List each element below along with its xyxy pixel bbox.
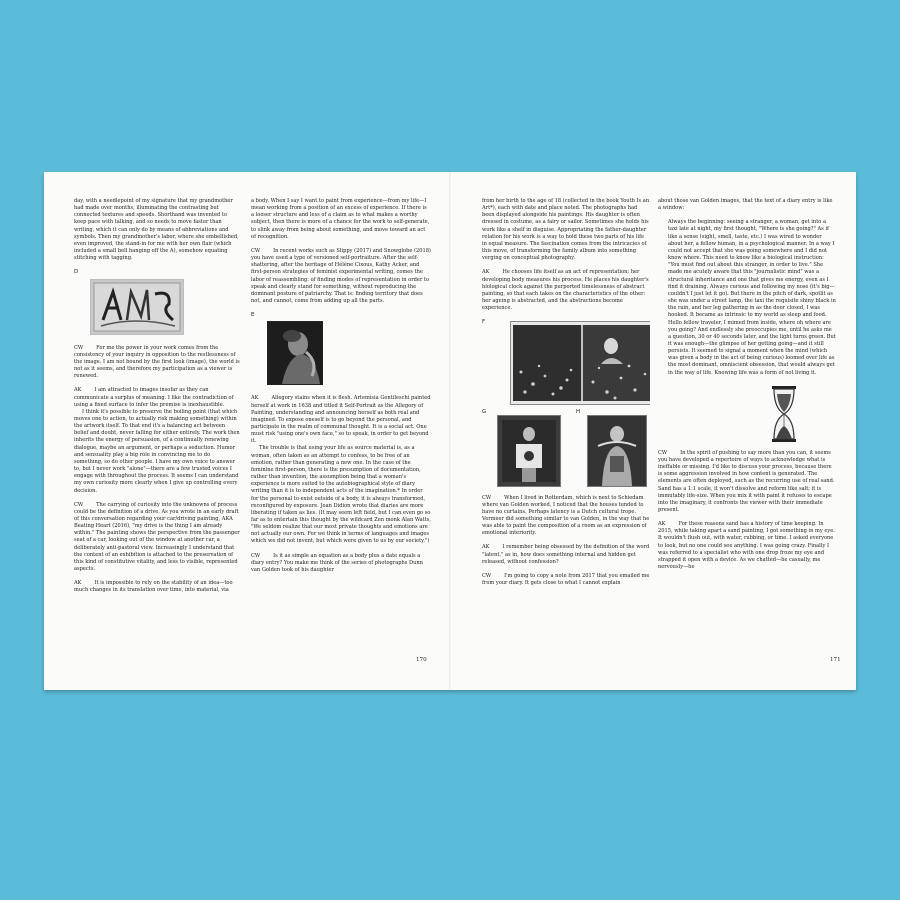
open-photobook-image: [511, 322, 650, 404]
right-page-column-2: [658, 198, 836, 676]
paragraph: day, with a needlepoint of my signature that my grandmother had made over months, illuminating the contrasting but connected textures and speeds. Shorthand was invented to keep pace with talking, and so needs to move faster than writing, which it can only do by means of abbreviations and symbols. Then my grandmother's labor, where she embellished, even improved, the stand-in for me with her own flair (which included a small bell hanging off the A), somehow equating stitching with tagging.: [74, 198, 239, 262]
paragraph: I remember being obsessed by the definition of the word "latent," as in, how does something internal and hidden get released, without confession?: [482, 544, 650, 565]
paragraph: For me the power in your work comes from the consistency of your inquiry in opposition to the restlessness of the image. I am not bound by the first look (image), the world is not as it seems, and therefore my participation as a viewer is renewed.: [74, 344, 240, 380]
speaker-label: AK: [482, 544, 490, 551]
right-page-column-1: [482, 198, 650, 676]
figures-g-h-row: [482, 408, 650, 495]
speaker-label: CW: [658, 449, 668, 456]
paragraph: When I lived in Rotterdam, which is next to Schiedam where van Golden worked, I noticed that the houses tended to have no curtains. Perhaps latency is a Dutch cultural trope. Vermeer did something similar to van Golden, in the way that he was able to paint the composition of a room as an expression of emotional interiority.: [482, 494, 650, 537]
paragraph: In the spirit of pushing to say more than you can, it seems you have developed a repertoire of ways to acknowledge what is ineffable or missing. I'd like to discuss your process, because there is some aggression involved in how content is generated. The elements are often deployed, such as the recurring use of real sand. Sand has a 1:1 scale, it won't dissolve and reform like salt; it is immutably life-size. When you mix it with paint it refuses to escape into the imaginary, it confronts the viewer with their immediate present.: [658, 449, 835, 513]
figure-f-image: [510, 321, 650, 405]
figure-g-image: [497, 415, 561, 487]
page-number-left: 170: [416, 657, 427, 663]
figure-e-image: [267, 321, 323, 385]
speaker-label: AK: [482, 269, 490, 276]
speaker-label: CW: [74, 501, 84, 508]
paragraph: I think it's possible to preserve the boiling point (that which moves one to action, to actually risk making something) within the artwork itself. To that end it's a balancing act between belief and doubt, never falling for either entirely. The work then inherits the energy of persuasion, of a continually renewing dialogue, maybe an argument, or perhaps a seduction. Humor and sensuality play a big role in convincing me to do something, so do other people. I have my own voice to answer to, but I never work "alone"—there are a few trusted voices I engage with throughout the process. It seems I can understand my own curiosity more clearly when I give up controlling every decision.: [74, 408, 240, 494]
page-number-right: 171: [830, 657, 841, 663]
book-spread: [44, 172, 856, 690]
girl-with-painting-photo: [498, 416, 560, 486]
paragraph: In recent works such as Slippy (2017) and Snowglobe (2018) you have used a type of versioned self-portraiture. After the self-shattering, after the heritage of Hélène Cixous, Kathy Acker, and first-person strategies of feminist experimental writing, comes the labor of reassembling: of finding modes of representation in order to speak and clearly stand for something, without reproducing the dominant posture of patriarchy. That is: finding territory that does not, and cannot, come from adding up all the parts.: [251, 247, 431, 305]
hourglass-figure: [658, 384, 836, 450]
paragraph: He chooses life itself as an act of representation; her developing body measures his process. He places his daughter's biological clock against the purported timelessness of abstract painting, so that each takes on the characteristics of the other: her ageing is abstracted, and the abstractions become experience.: [482, 269, 649, 312]
figure-label-d: D: [74, 269, 79, 276]
paragraph: I'm going to copy a note from 2017 that you emailed me from your diary. It gets close to what I cannot explain: [482, 572, 650, 587]
paragraph: Allegory stains when it is flesh. Artemisia Gentileschi painted herself at work in 1638 and titled it Self-Portrait as the Allegory of Painting, understanding and announcing herself as both real and imagined. To expose oneself is to go beyond the personal, and participate in the realm of communal thought. It is a social act. One must risk "using one's own face," so to speak, in order to get beyond it.: [251, 395, 431, 445]
paragraph: I am attracted to images insofar as they can communicate a surplus of meaning. I like the contradiction of using a fixed surface to infer the premise is inexhaustible.: [74, 387, 234, 408]
block-quote: Always the beginning: seeing a stranger, a woman, get into a taxi late at night, my first thought, "Where is she going?" As if like a sense (sight, smell, taste, etc.) I was wired to wonder about her, a fellow human, in a psychological manner. In a way I could not accept that she was going somewhere and I did not know where. This need to know like a biological instruction: "You must find out about this stranger, in order to live." She made me acutely aware that this "journalistic mind" was a structural inheritance and one that gives me energy, even as I find it draining. Always curious and following my nose (it's big—couldn't I just let it go). But there in the pitch of dark, spotlit as she was under a street lamp, the taxi the requisite shiny black in the rain, and her leg gathering in as the door closed, I was hooked. It became as intrinsic to my world as sleep and food. Hello fellow traveler, I mimed from inside, where oh where are you going? And endlessly she preoccupies me, until he asks me a question, 30 or 40 seconds later, and the light turns green. But it was enough—the glimpse of her getting going—and it still persists. It seemed to signal a moment when the mind (which was given a body in the act of being curious) loomed over life as the most dominant, omniscient obsession, that would always get in the way of life. Knowing life was a form of not living it.: [668, 219, 836, 376]
speaker-label: CW: [482, 494, 492, 501]
figure-label-g: G: [482, 408, 487, 415]
hourglass-icon: [764, 384, 804, 444]
speaker-label: CW: [74, 344, 84, 351]
paragraph: from her birth to the age of 18 (collected in the book Youth Is an Art*), each with date and place noted. The photographs had been displayed alongside his paintings. His daughter is often dressed in costume, as a fairy or sailor. Sometimes she holds his work like a shelf in disguise. Appropriating the father-daughter relation for his work is a way to hold these two parts of his life in equal measure. The fascination comes from the intricacies of this move, of transforming the family album into something verging on conceptual photography.: [482, 198, 650, 262]
paragraph: Is it as simple an equation as a body plus a date equals a diary entry? You make me think of the series of photographs Dunn van Golden took of his daughter: [251, 552, 423, 573]
paragraph: It is impossible to rely on the stability of an idea—too much changes in its translation over time, into material, via: [74, 580, 233, 594]
speaker-label: CW: [251, 247, 261, 254]
paragraph: about those van Golden images, that the text of a diary entry is like a window:: [658, 198, 833, 212]
graffiti-painting-image: [91, 280, 183, 334]
figure-label-f: F: [482, 319, 486, 326]
speaker-label: AK: [658, 521, 666, 528]
figure-d-image: [90, 279, 184, 335]
left-page-column-2: [251, 198, 431, 676]
speaker-label: CW: [251, 552, 261, 559]
speaker-label: AK: [251, 395, 259, 402]
speaker-label: AK: [74, 387, 82, 394]
figure-label-h: H: [576, 408, 581, 415]
page-gutter: [449, 172, 451, 690]
figure-h-image: [587, 415, 647, 487]
paragraph: For these reasons sand has a history of time keeping. In 2015, while taking apart a sand painting, I got something in my eye. It wouldn't flush out, with water, rubbing, or time. I asked everyone to look, but no one could see anything. I was going crazy. Finally I was referred to a specialist who with one drop froze my eye and strapped it open with a device. As we chatted—he casually, me nervously—he: [658, 521, 835, 571]
speaker-label: AK: [74, 580, 82, 587]
girl-in-costume-photo: [588, 416, 646, 486]
paragraph: The trouble is that using your life as source material is, as a woman, often taken as an attempt to confess, to be free of an emotion, rather than generating a new one. In the case of the feminine first-person, there is the presumption of documentation, rather than invention, the assumption being that a woman's experience is more suited to the autobiographical style of diary writing than it is to independent acts of the imagination.* In order for the personal to exist outside of a body, it is always transformed, reconfigured by exposure. Joan Didion wrote that diaries are more liberating if taken as lies. (It may seem left field, but I can even go so far as to entertain this thought by the wildcard Zen monk Alan Watts, "We seldom realize that our most private thoughts and emotions are not actually our own. For we think in terms of languages and images which we did not invent, but which were given to us by our society."): [251, 445, 431, 545]
figure-label-e: E: [251, 312, 255, 319]
left-page-column-1: [74, 198, 240, 676]
speaker-label: CW: [482, 572, 492, 579]
paragraph: The carrying of curiosity into the unknowns of process could be the definition of a drive. As you wrote in an early draft of this conversation regarding your car/driving painting, AKA Beating Heart (2016), "my drive is the thing I am already within." The painting shows the perspective from the passenger seat of a car, looking out of the window at another car, a deliberately anti-pastoral view. Increasingly I understand that the content of an exhibition is attached to the preservation of this kind of constitutive vitality, and less to visible, represented aspects.: [74, 501, 240, 573]
self-portrait-painting-image: [268, 322, 322, 384]
paragraph: a body. When I say I want to paint from experience—from my life—I mean working from a position of an excess of experience. If there is a looser structure and less of a claim as to what makes a worthy subject, then there is more of a chance for the work to self-generate, to slink away from being about something, and move toward an act of recognition.: [251, 198, 430, 240]
